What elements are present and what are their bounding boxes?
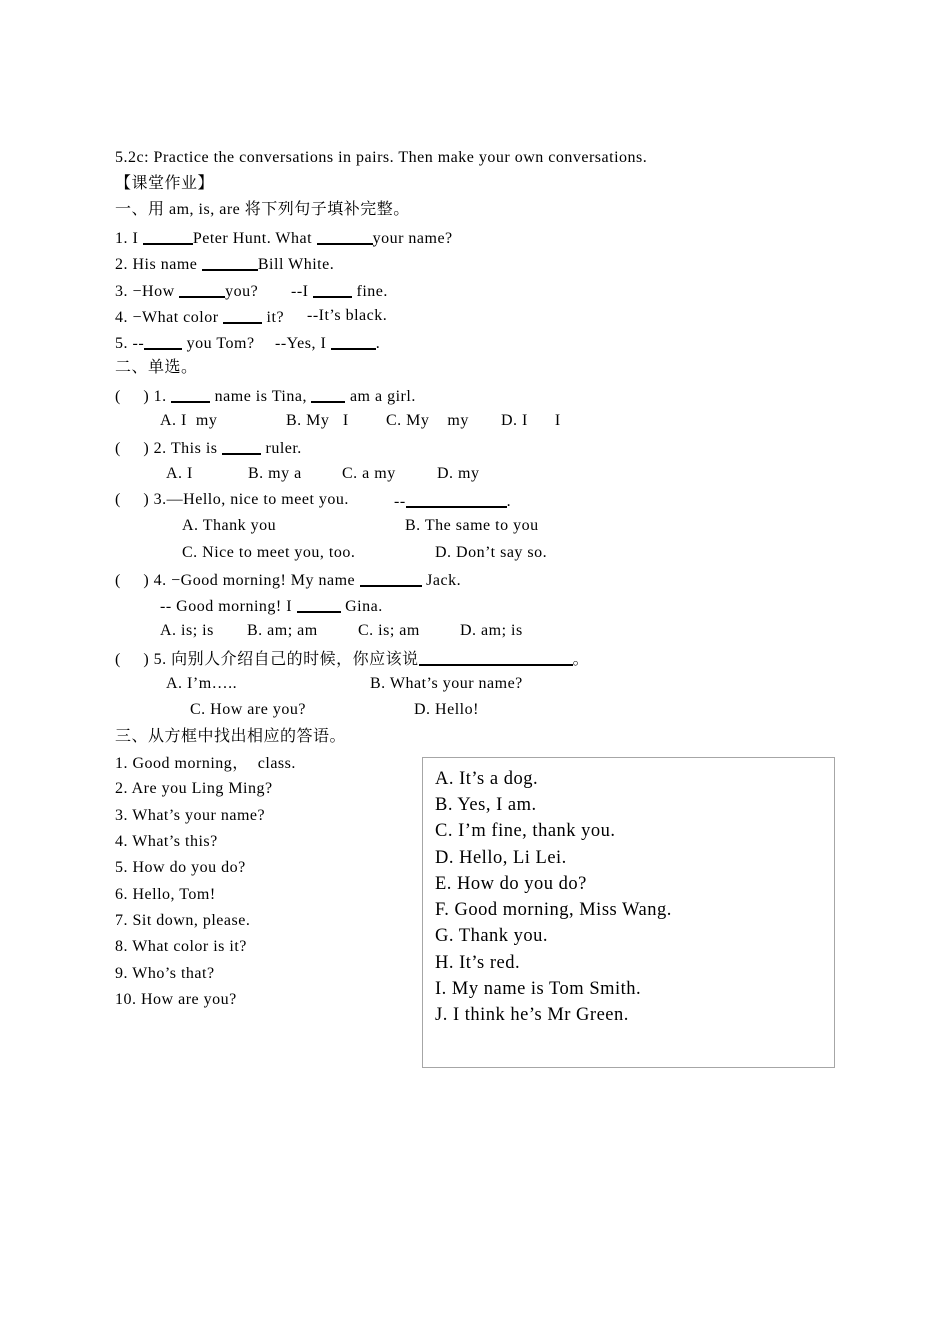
- part1-line-2: [115, 253, 334, 273]
- mc-question-4: [115, 569, 461, 589]
- part1-line-4-reply: [307, 306, 387, 326]
- text-segment: --Yes, I: [275, 335, 331, 352]
- part2-title: 二、单选。: [115, 359, 198, 376]
- answer-option: I. My name is Tom Smith.: [435, 979, 642, 999]
- answer-option: H. It’s red.: [435, 953, 521, 973]
- match-question: 1. Good morning， class.: [115, 755, 296, 772]
- mc-option: C. Nice to meet you, too.: [182, 544, 356, 561]
- text-segment: ( ) 2. This is: [115, 440, 222, 457]
- mc-option: C. is; am: [358, 622, 420, 639]
- mc-question-4-reply: [160, 595, 383, 615]
- mc-question-3: [115, 490, 349, 510]
- answer-blank: [171, 387, 210, 403]
- mc-option: A. I’m…..: [166, 675, 238, 692]
- answer-option: E. How do you do?: [435, 874, 587, 894]
- text-segment: Bill White.: [257, 256, 335, 273]
- answer-option: G. Thank you.: [435, 926, 549, 946]
- mc-question-3-reply: [394, 490, 511, 510]
- text-segment: .: [506, 493, 512, 510]
- text-segment: 5. --: [115, 335, 145, 352]
- answer-option: D. Hello, Li Lei.: [435, 848, 567, 868]
- part1-line-3-question: [115, 280, 258, 300]
- answer-blank: [317, 229, 373, 245]
- part1-line-5-question: [115, 332, 255, 352]
- mc-option: B. My I: [286, 412, 349, 429]
- mc-option: B. The same to you: [405, 517, 539, 534]
- classwork-title: 【课堂作业】: [115, 175, 215, 192]
- text-segment: am a girl.: [345, 388, 416, 405]
- mc-option: D. Hello!: [414, 701, 479, 718]
- match-question: 10. How are you?: [115, 991, 237, 1008]
- match-question: 3. What’s your name?: [115, 807, 266, 824]
- mc-option: A. Thank you: [182, 517, 277, 534]
- part1-line-5-reply: [275, 332, 380, 352]
- text-segment: ( ) 1.: [115, 388, 172, 405]
- part1-line-4-question: [115, 306, 284, 326]
- text-segment: ( ) 3.—Hello, nice to meet you.: [115, 491, 349, 508]
- answer-blank: [419, 650, 573, 666]
- text-segment: ( ) 5. 向别人介绍自己的时候，你应该说: [115, 651, 419, 668]
- match-question: 2. Are you Ling Ming?: [115, 780, 273, 797]
- answer-blank: [313, 282, 352, 298]
- part1-line-3-reply: [291, 280, 388, 300]
- answer-blank: [222, 439, 261, 455]
- mc-option: B. What’s your name?: [370, 675, 523, 692]
- text-segment: you?: [225, 283, 259, 300]
- text-segment: ( ) 4. −Good morning! My name: [115, 572, 360, 589]
- text-segment: name is Tina,: [210, 388, 312, 405]
- intro-instruction: 5.2c: Practice the conversations in pairs. Then make your own conversations.: [115, 149, 648, 166]
- mc-option: B. my a: [248, 465, 302, 482]
- answer-box: [422, 757, 835, 1068]
- mc-option: C. How are you?: [190, 701, 306, 718]
- text-segment: --It’s black.: [307, 307, 388, 324]
- answer-option: F. Good morning, Miss Wang.: [435, 900, 672, 920]
- mc-question-5: [115, 648, 589, 668]
- answer-blank: [144, 334, 182, 350]
- answer-blank: [331, 334, 376, 350]
- text-segment: Peter Hunt. What: [192, 230, 317, 247]
- part3-title: 三、从方框中找出相应的答语。: [115, 728, 347, 745]
- match-question: 8. What color is it?: [115, 938, 247, 955]
- answer-blank: [360, 571, 422, 587]
- text-segment: you Tom?: [182, 335, 255, 352]
- text-segment: Jack.: [421, 572, 462, 589]
- mc-option: D. am; is: [460, 622, 523, 639]
- match-question: 6. Hello, Tom!: [115, 886, 216, 903]
- mc-option: A. I my: [160, 412, 218, 429]
- answer-blank: [223, 308, 262, 324]
- part1-line-1: [115, 227, 453, 247]
- answer-blank: [297, 597, 341, 613]
- answer-blank: [311, 387, 345, 403]
- mc-option: C. a my: [342, 465, 396, 482]
- text-segment: it?: [262, 309, 285, 326]
- text-segment: your name?: [372, 230, 453, 247]
- text-segment: ruler.: [260, 440, 302, 457]
- text-segment: Gina.: [340, 598, 383, 615]
- mc-option: A. I: [166, 465, 193, 482]
- answer-blank: [202, 255, 258, 271]
- match-question: 9. Who’s that?: [115, 965, 215, 982]
- mc-option: C. My my: [386, 412, 469, 429]
- answer-option: C. I’m fine, thank you.: [435, 821, 616, 841]
- mc-question-1: [115, 385, 416, 405]
- answer-blank: [406, 492, 507, 508]
- mc-option: B. am; am: [247, 622, 318, 639]
- text-segment: fine.: [351, 283, 388, 300]
- answer-blank: [179, 282, 225, 298]
- mc-question-2: [115, 437, 302, 457]
- mc-option: D. I I: [501, 412, 561, 429]
- text-segment: --I: [291, 283, 313, 300]
- match-question: 4. What’s this?: [115, 833, 218, 850]
- mc-option: A. is; is: [160, 622, 214, 639]
- text-segment: -- Good morning! I: [160, 598, 297, 615]
- text-segment: 3. −How: [115, 283, 180, 300]
- text-segment: 2. His name: [115, 256, 202, 273]
- answer-blank: [143, 229, 193, 245]
- mc-option: D. Don’t say so.: [435, 544, 548, 561]
- text-segment: 4. −What color: [115, 309, 224, 326]
- text-segment: 。: [572, 651, 590, 668]
- text-segment: 1. I: [115, 230, 143, 247]
- answer-option: A. It’s a dog.: [435, 769, 539, 789]
- text-segment: --: [394, 493, 406, 510]
- answer-option: J. I think he’s Mr Green.: [435, 1005, 629, 1025]
- answer-option: B. Yes, I am.: [435, 795, 537, 815]
- match-question: 5. How do you do?: [115, 859, 246, 876]
- text-segment: .: [375, 335, 381, 352]
- part1-title: 一、用 am, is, are 将下列句子填补完整。: [115, 201, 410, 218]
- mc-option: D. my: [437, 465, 480, 482]
- match-question: 7. Sit down, please.: [115, 912, 251, 929]
